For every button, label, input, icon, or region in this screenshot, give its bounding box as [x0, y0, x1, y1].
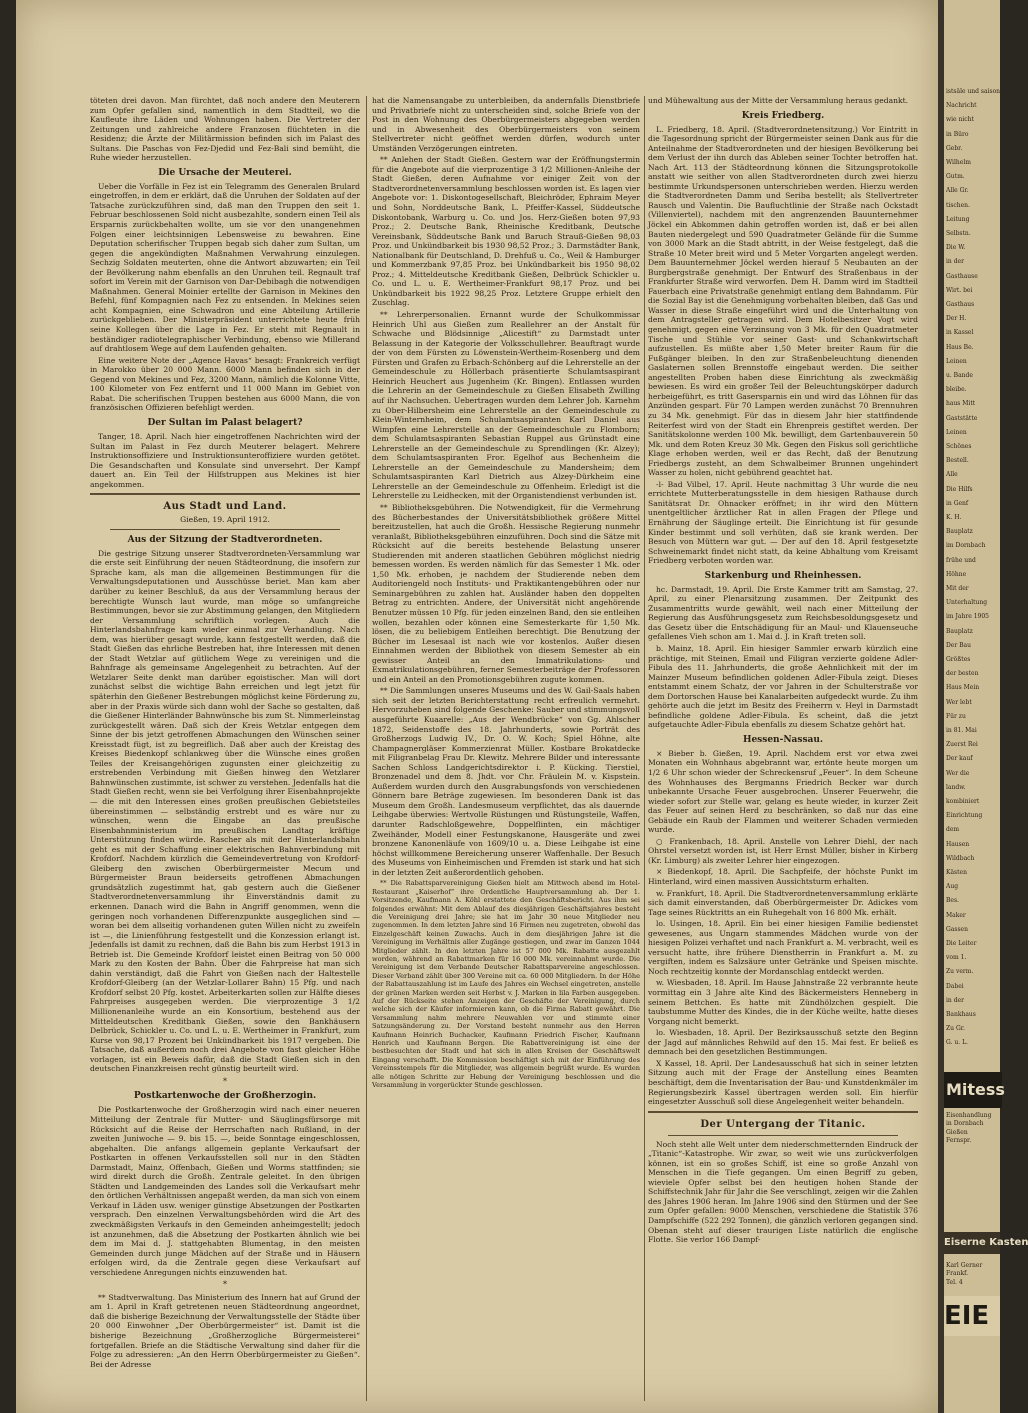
column-2 — [372, 96, 640, 1401]
adjacent-text-line: Die W. — [946, 244, 966, 252]
paragraph: w. Wiesbaden, 18. April. Im Hause Jahnstraße 22 verbrannte heute vormittag ein 3 Jahre alte Kind des Bäckermeisters Henneberg in seinem Bettchen. Es hatte mit Zündhölzchen gespielt. Die taubstumme Mutter des Kindes, die in der Küche weilte, hatte dieses Vorgang nicht bemerkt. — [648, 978, 918, 1026]
adjacent-page-strip — [944, 0, 1028, 1413]
adjacent-text-line: Alle Gr. — [946, 187, 969, 195]
adjacent-text-line: Bankhaus — [946, 1011, 976, 1018]
adjacent-text-line: Gassen — [946, 925, 968, 933]
adjacent-text-line: kombiniert — [946, 798, 980, 805]
paragraph: Tanger, 18. April. Nach hier eingetroffenen Nachrichten wird der Sultan im Palast in Fez durch Meuterer belagert. Mehrere Instruktionsoffiziere und Instruktionsunteroffiziere wurden getötet. Die Gesandschaften und Konsulate sind unversehrt. Der Kampf dauert an. Ein Teil der Hilfstruppen aus Mekines ist hier angekommen. — [90, 431, 360, 489]
ad-line: Fernspr. — [946, 1136, 972, 1144]
adjacent-text-line: Größtes — [946, 656, 971, 663]
section-heading-stadt-land: Aus Stadt und Land. — [163, 501, 287, 513]
adjacent-text-line: Mit der — [946, 585, 969, 592]
adjacent-text-line: Der H. — [946, 315, 967, 323]
paragraph: Die gestrige Sitzung unserer Stadtverordneten-Versammlung war die erste seit Einführung der neuen Städteordnung, die insofern zur Sprache kam, als man die allgemeinen Bestimmungen für die Verwaltungsdeputationen und Ausschüsse beriet. Man kam aber darüber zu keiner Beschluß, da aus der Versammlung heraus der berechtigte Wunsch laut wurde, man möge so umfangreiche Bestimmungen, bevor sie zur Abstimmung gelangen, den Mitgliedern der Versammlung schriftlich vorlegen. Auch die Hinterlandsbahnfrage kam wieder einmal zur Verhandlung. Nach dem, was hierüber gesagt wurde, kann festgestellt werden, daß die Stadt Gießen das ehrliche Bestreben hat, ihre Interessen mit denen der Stadt Wetzlar auf gütlichem Wege zu vereinigen und die Bahnfrage als gemeinsame Angelegenheit zu betrachten. Auf der Wetzlarer Seite denkt man darüber egoistischer. Man will dort zunächst selbst die wichtige Bahn erreichen und legt jetzt für späterhin den Gießener Bestrebungen möglichst keine Förderung zu, aber in der Praxis würde sich dann wohl der Sache so gestalten, daß die Gießener Hinterländer Bahnwünsche bis zum St. Nimmerleinstag zurückgestellt wären. Daß sich der Kreis Wetzlar entgegen dem Sinne der bis jetzt getroffenen Abmachungen den Wünschen seiner Kreisstadt fügt, ist zu begreiflich. Daß aber auch der Kreistag des Kreises Biedenkopf schlankweg über die Wünsche eines großen Teiles der Kreisangehörigen zugunsten einer gleichzeitig zu erstrebenden Verbindung mit Gießen hinweg den Wetzlarer Bahnwünschen zustimmte, ist schwer zu verstehen. Jedenfalls hat die Stadt Gießen recht, wenn sie bei Verfolgung ihrer Eisenbahnprojekte — die mit den Interessen eines großen preußischen Gebietsteiles übereinstimmen — selbständig erstrebt und es wäre nur zu wünschen, wenn die Eingabe an das preußische Eisenbahnministerium im preußischen Landtag kräftige Unterstützung finden würde. Rascher als mit der Hinterlandsbahn geht es mit der Schaffung einer elektrischen Bahnverbindung mit Krofdorf. Nachdem kürzlich die Gemeindevertretung von Krofdorf-Gleiberg den zwischen Oberbürgermeister Mecum und Bürgermeister Braun beiderseits getroffenen Abmachungen grundsätzlich zugestimmt hat, gab gestern auch die Gießener Stadtverordnetenversammlung ihr Einverständnis damit zu erkennen. Danach wird die Bahn in Angriff genommen, wenn die geringen noch vorhandenen Differenzpunkte ausgeglichen sind — woran bei dem allseitig vorhandenen guten Willen nicht zu zweifeln ist —, die Linienführung festgestellt und die Konzession erlangt ist. Jedenfalls ist damit zu rechnen, daß die Bahn bis zum Herbst 1913 in Betrieb ist. Die Gemeinde Krofdorf leistet einen Beitrag von 50 000 Mark zu den Kosten der Bahn. Über die Fahrpreise hat man sich dahin verständigt, daß die Fahrt von Gießen nach der Haltestelle Krofdorf-Gleiberg (an der Wetzlar-Lollarer Bahn) 15 Pfg. und nach Krofdorf selbst 20 Pfg. kostet. Arbeiterkarten sollen zur Hälfte dieses Fahrpreises ausgegeben werden. Die vierprozentige 3 1/2 Millionenanleihe wurde an ein Konsortium, bestehend aus der Mitteldeutschen Kreditbank Gießen, sowie den Bankhäusern Delbrück, Schickler u. Co. und L. u. E. Wertheimer in Frankfurt, zum Kurse von 98,17 Prozent bei Unkündbarkeit bis 1917 vergeben. Die Tatsache, daß außerdem noch drei Angebote von fast gleicher Höhe vorlagen, ist ein Beweis dafür, daß die Stadt Gießen sich in den deutschen Finanzkreisen recht günstig beurteilt wird. — [90, 548, 360, 1074]
adjacent-text-line: Leitung — [946, 215, 970, 223]
ad-lines-2 — [946, 1262, 998, 1287]
adjacent-text-line: Haus Mein — [946, 684, 980, 692]
adjacent-text-line: Der Bau — [946, 641, 971, 649]
adjacent-text-line: Bauplatz — [946, 528, 973, 536]
adjacent-text-line: Wer lebt — [946, 698, 972, 706]
adjacent-text-line: frühe und — [946, 556, 976, 564]
adjacent-text-line: Gutm. — [946, 173, 965, 181]
section-heading-titanic: Der Untergang der Titanic. — [700, 1118, 866, 1130]
paragraph: w. Frankfurt, 18. April. Die Stadtverordnetenversammlung erklärte sich damit einverstanden, daß Oberbürgermeister Dr. Adickes vom Tage seines Rücktritts an ein Ruhegehalt von 16 800 Mk. erhält. — [648, 888, 918, 917]
paragraph: und Mühewaltung aus der Mitte der Versammlung heraus gedankt. — [648, 96, 909, 105]
paragraph: X Kassel, 18. April. Der Landesausschuß hat sich in seiner letzten Sitzung auch mit der Frage der Anstellung eines Beamten beschäftigt, dem die Inventarisation der Bau- und Kunstdenkmäler im Regierungsbezirk Kassel übertragen werden soll. Ein hierfür eingesetzter Ausschuß soll diese Angelegenheit weiter behandeln. — [648, 1058, 918, 1107]
subheading-kreis-friedberg: Kreis Friedberg. — [741, 110, 825, 121]
adjacent-text-line: Gasthaus — [946, 301, 975, 308]
adjacent-text-line: in Büro — [946, 130, 969, 138]
adjacent-text-line: landw. — [946, 783, 966, 791]
ad-line: Eisenhandlung — [946, 1112, 992, 1119]
adjacent-text-line: dem — [946, 826, 960, 834]
paragraph: L. Friedberg, 18. April. (Stadtverordnetensitzung.) Vor Eintritt in die Tagesordnung spricht der Bürgermeister seinen Dank aus für die Anteilnahme der Stadtverordneten und der hiesigen Bevölkerung bei dem Verlust der ihn durch das Ableben seiner Tochter betroffen hat. Nach Art. 113 der Städteordnung können die Sitzungsprotokolle anstatt wie seither von allen Stadtverordneten durch zwei hierzu bestimmte Urkundspersonen unterschrieben werden. Hierzu werden die Stadtverordneten Damm und Seriba bestellt; als Stellvertreter Rausch und Valentin. Die Baufluchtlinie der Straße nach Ockstadt (Villenviertel), nachdem mit den angrenzenden Bauunternehmer Jöckel ein Abkommen dahin getroffen worden ist, daß er bei allen Bauten niedergelegt und 590 Quadratmeter Gelände für die Summe von 3000 Mark an die Stadt abtritt, in der Weise festgelegt, daß die Straße 10 Meter breit wird und 5 Meter Vorgarten angelegt werden. Dem Bauunternehmer Jöckel werden hierauf 5 Neubauten an der Burgbergstraße genehmigt. Der Entwurf des Straßenbaus in der Frankfurter Straße wird verworfen. Dem H. Damm wird im Stadtteil Fauerbach eine Privatstraße genehmigt entlang dem Bahndamm. Für die Sozial Bay ist die Genehmigung vorbehalten bleiben, daß Gas und Wasser in diese Straße eingeführt wird und die Unterhaltung von dem Antragsteller getragen wird. Dem Hotelbesitzer Vogt wird genehmigt, gegen eine Verzinsung von 3 Mk. für den Quadratmeter Tische und Stühle vor seiner Gast- und Schankwirtschaft aufzustellen. Es müßte aber 1,50 Meter breiter Raum für die Fußgänger bleiben. In den zur Straßenbeleuchtung dienenden Gaslaternen sollen Brennstoffe eingebaut werden. Die seither angestellten Proben haben diese Einrichtung als zweckmäßig bewiesen. Es wird ein großer Teil der Beleuchtungskörper dadurch herbeigeführt, es tritt Gasersparnis ein und wird das Löhnen für das Anzünden gespart. Für 70 Lampen werden zunächst 70 Brennuhren zu 34 Mk. genehmigt. Für das in diesem Jahr hier stattfindende Reiterfest wird von der Stadt ein Ehrenpreis gestiftet werden. Der Sanitätskolonne werden 100 Mk. bewilligt, dem Gartenbauverein 50 Mk. und dem Roten Kreuz 30 Mk. Gegen den Fiskus soll gerichtliche Klage erhoben werden, weil er das Recht, daß der Benutzung Friedbergs zusteht, an dem Schwalbeimer Brunnen ungehindert Wasser zu holen, nicht gebührend geachtet hat. — [648, 124, 918, 478]
paragraph: ** Die Rabattsparvereinigung Gießen hielt am Mittwoch abend im Hotel-Restaurant „Kaiserhof“ ihre Ordentliche Hauptversammlung ab. Der 1. Vorsitzende, Kaufmann A. Köhl erstattete den Geschäftsbericht. Aus ihm sei folgendes erwähnt: Mit dem Ablauf des diesjährigen Geschäftsjahres besteht die Vereinigung drei Jahre; sie hat im Jahr 30 neue Mitglieder neu zugenommen. In dem letzten Jahre sind 16 Firmen neu zugetreten, obwohl das Einzelgeschäft keinen Zuwachs. Auch in dem diesjährigen Jahre ist die Vereinigung im Verhältnis aller Zugänge gestiegen, und zwar im Ganzen 1044 Mitglieder zählt. In den letzten Jahre ist 57 000 Mk. Rabatte ausgezahlt worden, während an Rabattmarken für 16 000 Mk. vereinnahmt wurde. Die Vereinigung ist dem Verbande Deutscher Rabattsparvereine angeschlossen. Dieser Verband zählt über 300 Vereine mit ca. 60 000 Mitgliedern. In der Höhe der Rabattauszahlung ist im Laufe des Jahres ein Wechsel eingetreten, anstelle der grünen Marken werden seit Herbst v. J. Marken in lila Farben ausgegeben. Auf der Rückseite stehen Anzeigen der Geschäfte der Vereinigung, durch welche sich der Käufer informieren kann, ob die Firma Rabatt gewährt. Die Versammlung nahm mehrere Neuwahlen vor und stimmte einer Satzungsänderung zu. Der Vorstand besteht nunmehr aus den Herren Kaufmann Heinrich Buchacker, Kaufmann Friedrich Fischer, Kaufmann Henrich und Kaufmann Bergen. Die Rabattvereinigung ist eine der bestbesuchten der Stadt und hat sich in allen Kreisen der Geschäftswelt Eingang verschafft. Die Kommission beschäftigt sich mit der Einführung des Vereinsstempels für die Mitglieder, was allgemein begrüßt wurde. Es wurden alle nötigen Schritte zur Hebung der Vereinigung beschlossen und die Versammlung in vorgerückter Stunde geschlossen. — [372, 879, 640, 1090]
adjacent-text-line: G. u. L. — [946, 1039, 968, 1047]
ad-line: Karl Gerner — [946, 1262, 983, 1269]
ad-eie: EIE — [944, 1296, 1000, 1336]
adjacent-text-line: Gasthause — [946, 272, 978, 280]
subheading-sitzung: Aus der Sitzung der Stadtverordneten. — [127, 534, 323, 545]
adjacent-text-line: Gebr. — [946, 144, 963, 152]
adjacent-text-line: Wirt. bei — [946, 286, 973, 294]
paragraph: × Biedenkopf, 18. April. Die Sachpfeife, der höchste Punkt im Hinterland, wird einen massiven Aussichtsturm erhalten. — [648, 867, 918, 887]
adjacent-text-line: Zuerst Rei — [946, 741, 978, 749]
subheading-starkenburg: Starkenburg und Rheinhessen. — [704, 570, 862, 581]
adjacent-text-line: Kästen — [946, 869, 967, 876]
ad-kasten: Eiserne Kasten — [944, 1232, 1000, 1254]
subheading-hessen-nassau: Hessen-Nassau. — [742, 734, 824, 745]
adjacent-text-line: Gaststätte — [946, 414, 978, 422]
paragraph: Die Postkartenwoche der Großherzogin wird nach einer neueren Mitteilung der Zentrale für Mutter- und Säuglingsfürsorge mit Rücksicht auf die Reise der Herrschaften nach Rußland, in der zweiten Juniwoche — 9. bis 15. —, beide Sonntage eingeschlossen, abgehalten. Die anfangs allgemein geplante Verkaufsart der Postkarten in offenen Verkaufsstellen soll nur in den Städten Darmstadt, Mainz, Offenbach, Gießen und Worms stattfinden; sie wird direkt durch die Großh. Zentrale geleitet. In den übrigen Städten und Landgemeinden des Landes soll die Verkaufsart mehr den örtlichen Verhältnissen angepaßt werden, da man sich von einem Verkauf in Läden usw. weniger günstige Absetzungen der Postkarten versprach. Den einzelnen Verwaltungsbehörden wird die Art des zweckmäßigsten Verkaufs in den Gemeinden anheimgestellt; jedoch ist anzunehmen, daß die Absetzung der Postkarten ähnlich wie bei dem im Mai d. J. stattgehabten Blumentag, in den meisten Gemeinden durch junge Mädchen auf der Straße und in Häusern erfolgen wird, da die Zentrale gegen diese Verkaufsart auf verschiedene Anregungen nichts einzuwenden hat. — [90, 1105, 360, 1277]
adjacent-text-line: Leinen — [946, 357, 967, 365]
adjacent-text-line: im Jahre 1905 — [946, 613, 989, 621]
divider — [90, 493, 360, 495]
adjacent-text-line: Wer die — [946, 769, 970, 777]
adjacent-text-line: Aug — [946, 883, 959, 891]
adjacent-text-line: Maker — [946, 911, 966, 919]
separator-star: * — [223, 1280, 227, 1290]
adjacent-text-line: in der — [946, 258, 964, 266]
column-rule — [366, 96, 367, 1401]
paragraph: ** Bibliotheksgebühren. Die Notwendigkeit, für die Vermehrung des Bücherbestandes der Universitätsbibliothek größere Mittel bereitzustellen, hat auch die Großh. Hessische Regierung nunmehr veranlaßt, Bibliotheksgebühren einzuführen. Doch sind die Sätze mit Rücksicht auf die bereits bestehende Belastung unserer Studierenden mit anderen staatlichen Gebühren möglichst niedrig bemessen worden. Es werden nämlich für das Semester 1 Mk. oder 1,50 Mk. erhoben, je nachdem der Studierende neben dem Auditoriengeld noch Instituts- und Praktikantengebühren oder nur Seminargebühren zu zahlen hat. Ausländer haben den doppelten Betrag zu entrichten. Andere, der Universität nicht angehörende Benutzer müssen 10 Pfg. für jeden einzelnen Band, den sie entleihen wollen, bezahlen oder können eine Semesterkarte für 1,50 Mk. lösen, die zu beliebigem Entleihen berechtigt. Die Benutzung der Bücher im Lesesaal ist nach wie vor kostenlos. Außer diesen Einnahmen werden der Bibliothek von diesem Semester ab ein gewisser Anteil an den Immatrikulations- und Exmatrikulationsgebühren, ferner Semesterbeiträge der Professoren und ein Anteil an den Promotionsgebühren zugute kommen. — [372, 502, 640, 684]
subheading-postkarten: Postkartenwoche der Großherzogin. — [133, 1091, 317, 1102]
adjacent-text-line: der besten — [946, 670, 979, 678]
adjacent-text-line: K. H. — [946, 514, 962, 521]
column-3 — [648, 96, 918, 1401]
adjacent-text-line: Bauplatz — [946, 627, 973, 635]
adjacent-text-line: Die Leiter — [946, 940, 977, 947]
paragraph: -l- Bad Vilbel, 17. April. Heute nachmittag 3 Uhr wurde die neu errichtete Mutterberatungsstelle in dem hiesigen Rathause durch Sanitätsrat Dr. Ohnacker eröffnet; in ihr wird den Müttern unentgeltlicher ärztlicher Rat in allen Fragen der Pflege und Ernährung der Säuglinge erteilt. Die Einrichtung ist für gesunde Kinder bestimmt und soll verhüten, daß sie krank werden. Der Besuch von Müttern war gut. — Der auf den 18. April festgesetzte Schweinemarkt findet nicht statt, da keine Abhaltung vom Kreisamt Friedberg verboten worden war. — [648, 479, 918, 566]
paragraph: b. Mainz, 18. April. Ein hiesiger Sammler erwarb kürzlich eine prächtige, mit Steinen, Email und Filigran verzierte goldene Adler-Fibula des 11. Jahrhunderts, die große Aehnlichkeit mit der im Mainzer Museum befindlichen goldenen Adler-Fibula zeigt. Dieses entstammt einem Schatz, der vor Jahren in der Schulterstraße vor dem Dortorschen Hause bei Kanalarbeiten aufgedeckt wurde. Zu ihm gehörte auch die jetzt im Besitz des Freiherrn v. Heyl in Darmstadt befindliche goldene Adler-Fibula. Es scheint, daß die jetzt aufgetauchte Adler-Fibula ebenfalls zu diesem Schatze gehört hat. — [648, 643, 918, 730]
paragraph: ** Lehrerpersonalien. Ernannt wurde der Schulkommissar Heinrich Uhl aus Gießen zum Reallehrer an der Anstalt für Schwache und Blödsinnige „Alicestift“ zu Darmstadt unter Belassung in der Kategorie der Volksschullehrer. Beauftragt wurde der von dem Fürsten zu Löwenstein-Wertheim-Rosenberg und dem Fürsten und Grafen zu Erbach-Schönberg auf die Lehrerstelle an der Gemeindeschule zu Höllerbach präsentierte Schulamtsaspirant Heinrich Heuchert aus Jugenheim (Kr. Bingen). Entlassen wurden die Lehrerin an der Gemeindeschule zu Gießen Elisabeth Zwilling auf ihr Nachsuchen. Uebertragen wurden dem Lehrer Joh. Karnehm zu Ober-Hilbersheim eine Lehrerstelle an der Gemeindeschule zu Klein-Winternheim, dem Schulamtsaspiranten Karl Daniel aus Wimpfen eine Lehrerstelle an der Gemeindeschule zu Flomborn; dem Schulamtsaspiranten Sebastian Ruppel aus Grünstadt eine Lehrerstelle an der Gemeindeschule zu Sprendlingen (Kr. Alzey); dem Schulamtsaspiranten Fror. Egelhof aus Bechenheim die Lehrerstelle an der Gemeindeschule zu Mandersheim; dem Schulamtsaspiranten Karl Dietrich aus Alzey-Dürkheim eine Lehrerstelle an der Gemeindeschule zu Offenheim. Erledigt ist die Lehrerstelle zu Leidhecken, mit der Organistendienst verbunden ist. — [372, 310, 640, 501]
paragraph: Ueber die Vorfälle in Fez ist ein Telegramm des Generalen Brulard eingetroffen, in dem er erklärt, daß die Unruhen der Soldaten auf der Tatsache zurückzuführen sind, daß man den Truppen den seit 1. Februar beschlossenen Sold nicht ausbezahlte, sondern einen Teil als Ersparnis zurückbehalten wollte, um sie vor den unangenehmen Folgen einer leichtsinnigen Lebensweise zu bewahren. Eine Deputation scherifischer Truppen begab sich daher zum Sultan, um gegen die angekündigten Maßnahmen Verwahrung einzulegen. Sechzig Soldaten meuterten, ohne die Antwort abzuwarten; ein Teil der Bevölkerung nahm ebenfalls an den Unruhen teil. Regnault traf sofort im Verein mit der Garnison von Dar-Debibagh die notwendigen Maßnahmen. General Moinier ertellte der Garnison in Mekines den Befehl, fünf Kompagnien nach Fez zu entsenden. In Mekines seien acht Kompagnien, eine Schwadron und eine Abteilung Artillerie zurückgeblieben. Der Ministerpräsident unterrichtete heute früh seine Kollegen über die Lage in Fez. Er steht mit Regnault in beständiger radiotelegraphischer Verbindung, ebenso wie Millerand auf drahtlosem Wege auf dem Laufenden gehalten. — [90, 181, 360, 354]
col1-continuation — [90, 96, 360, 163]
paragraph: hat die Namensangabe zu unterbleiben, da andernfalls Dienstbriefe und Privatbriefe nicht zu unterscheiden sind, solche Briefe von der Post in den Wohnung des Oberbürgermeisters abgegeben werden und in Abwesenheit des Oberbürgermeisters von seinem Stellvertreter nicht geöffnet werden dürfen, wodurch unter Umständen Verzögerungen eintreten. — [372, 96, 640, 153]
adjacent-text-line: Alle — [946, 471, 958, 479]
subheading-ursache: Die Ursache der Meuterei. — [158, 167, 292, 178]
paragraph: töteten drei davon. Man fürchtet, daß noch andere den Meuterern zum Opfer gefallen sind, namentlich in dem Stadtteil, wo die Kaufleute ihre Läden und Wohnungen haben. Die Vertreter der Zeitungen und zahlreiche andere Franzosen flüchteten in die Residenz; die Ärzte der Militärmission befinden sich im Palast des Sultans. Die Paschas von Fez-Djedid und Fez-Bali sind bemüht, die Ruhe wieder herzustellen. — [90, 96, 360, 163]
paragraph: hc. Darmstadt, 19. April. Die Erste Kammer tritt am Samstag, 27. April, zu einer Plenarsitzung zusammen. Der Zeitpunkt des Zusammentritts wurde gewählt, weil nach einer Mitteilung der Regierung das Ausführungsgesetz zum Reichsbesoldungsgesetz und das Gesetz über die Entschädigung für an Maul- und Klauenseuche gefallenes Vieh schon am 1. Mai d. J. in Kraft treten soll. — [648, 584, 918, 642]
adjacent-text-line: Selbstn. — [946, 230, 971, 237]
ad-lines — [946, 1112, 998, 1145]
separator-star: * — [223, 1076, 227, 1086]
adjacent-text-line: in der — [946, 996, 964, 1004]
column-1 — [90, 96, 360, 1401]
adjacent-text-line: Zu Gr. — [946, 1025, 965, 1033]
adjacent-text-line: Hausen — [946, 840, 970, 848]
divider — [110, 529, 340, 530]
adjacent-text-line: Dabei — [946, 982, 964, 990]
adjacent-text-line: bleibe. — [946, 386, 967, 394]
adjacent-text-line: wie nicht — [946, 116, 974, 124]
ad-line: Tel. 4 — [946, 1278, 963, 1286]
ad-line: in Dornbach — [946, 1120, 984, 1128]
adjacent-text-line: in Genf — [946, 499, 969, 507]
adjacent-text-line: tischen. — [946, 201, 970, 209]
adjacent-text-line: Schönes — [946, 443, 972, 450]
adjacent-text-line: Höhne — [946, 570, 967, 578]
adjacent-text-line: Bestell. — [946, 457, 969, 465]
paragraph: ** Stadtverwaltung. Das Ministerium des Innern hat auf Grund der am 1. April in Kraft getretenen neuen Städteordnung angeordnet, daß die bisherige Bezeichnung der Verwaltungsstelle der Städte über 20 000 Einwohner „Der Oberbürgermeister“ ist. Damit ist die bisherige Bezeichnung „Großherzogliche Bürgermeisterei“ fortgefallen. Briefe an die Städtische Verwaltung sind daher für die Folge zu adressieren: „An den Herrn Oberbürgermeister zu Gießen“. Bei der Adresse — [90, 1292, 360, 1369]
adjacent-text-line: Nachricht — [946, 102, 977, 110]
subheading-sultan: Der Sultan im Palast belagert? — [147, 417, 303, 428]
ad-line: Frankf. — [946, 1270, 969, 1278]
adjacent-text-line: Wilhelm — [946, 159, 971, 166]
adjacent-text-line: haus Mitt — [946, 400, 976, 408]
paragraph: Eine weitere Note der „Agence Havas“ besagt: Frankreich verfügt in Marokko über 20 000 Mann. 6000 Mann befinden sich in der Gegend von Mekines und Fez, 3200 Mann, nämlich die Kolonne Vitte, 100 Kilometer von Fez entfernt und 11 000 Mann im Gebiet von Rabat. Die scherifischen Truppen bestehen aus 6000 Mann, die von französischen Offizieren befehligt werden. — [90, 355, 360, 413]
adjacent-text-line: Haus Be. — [946, 343, 974, 351]
paragraph: lo. Usingen, 18. April. Ein bei einer hiesigen Familie bedienstet gewesenes, aus Ungarn stammendes Mädchen wurde von der hiesigen Polizei verhaftet und nach Frankfurt a. M. verbracht, weil es versucht hatte, ihre frühere Dienstherrin in Frankfurt a. M. zu vergiften, indem es Salzsäure unter Getränke und Speisen mischte. Noch rechtzeitig konnte der Mordanschlag entdeckt werden. — [648, 919, 918, 976]
divider — [648, 1111, 918, 1113]
paragraph: ** Anlehen der Stadt Gießen. Gestern war der Eröffnungstermin für die Angebote auf die vierprozentige 3 1/2 Millionen-Anleihe der Stadt Gießen, deren Aufnahme vor einiger Zeit von der Stadtverordnetenversammlung beschlossen worden ist. Es lagen vier Angebote vor: 1. Diskontogesellschaft, Bleichröder, Ephraim Meyer und Sohn, Norddeutsche Bank, L. Pfeiffer-Kassel, Süddeutsche Diskontobank, Warburg u. Co. und Jos. Herz-Gießen boten 97,93 Proz.; 2. Deutsche Bank, Rheinische Kreditbank, Deutsche Vereinsbank, Süddeutsche Bank und Baruch Strauß-Gießen 98,03 Proz. und Unkündbarkeit bis 1930 98,52 Proz.; 3. Darmstädter Bank, Nationalbank für Deutschland, D. Drehfuß u. Co., Weil & Hamburger und Kommerzbank 97,85 Proz. bei Unkündbarkeit bis 1950 98,02 Proz.; 4. Mitteldeutsche Kreditbank Gießen, Delbrück Schickler u. Co. und L. u. E. Wertheimer-Frankfurt 98,17 Proz. und bei Unkündbarkeit bis 1922 98,25 Proz. Letztere Gruppe erhielt den Zuschlag. — [372, 155, 640, 308]
adjacent-text-line: Unterhaltung — [946, 599, 988, 607]
paragraph: lo. Wiesbaden, 18. April. Der Bezirksausschuß setzte den Beginn der Jagd auf männliches Rehwild auf den 15. Mai fest. Er beließ es demnach bei den gesetzlichen Bestimmungen. — [648, 1028, 918, 1057]
adjacent-text-line: Die Hilfs — [946, 485, 973, 493]
adjacent-text-line: Zu verm. — [946, 968, 974, 976]
adjacent-text-line: im Dornbach — [946, 542, 986, 550]
paragraph: Noch steht alle Welt unter dem niederschmetternden Eindruck der „Titanic“-Katastrophe. Wir zwar, so weit wie uns zurückverfolgen können, ist ein so großes Schiff, ist eine so große Anzahl von Menschen in die Tiefe gegangen. Um einen Begriff zu geben, wieviele Opfer selbst bei den heutigen hohen Stande der Schiffstechnik Jahr für Jahr die See verschlingt, zeigen wir die Zahlen des Jahres 1906 heran. Im Jahre 1906 sind den Stürmen und der See zum Opfer gefallen: 9000 Menschen, verschiedene die Statistik 376 Dampfschiffe (522 292 Tonnen), die gänzlich verloren gegangen sind. Obenan steht auf dieser traurigen Liste natürlich die englische Flotte. Sie verlor 166 Dampf- — [648, 1139, 918, 1245]
adjacent-text-line: u. Bande — [946, 372, 973, 379]
adjacent-text-line: Leinen — [946, 428, 967, 436]
paragraph: ** Die Sammlungen unseres Museums und des W. Gail-Saals haben sich seit der letzten Berichterstattung recht erfreulich vermehrt. Hervorzuheben sind folgende Geschenke: Sauber und stimmungsvoll ausgeführte Kuaarelle: „Aus der Wendbrücke“ von Gg. Ahlscher 1872, Seidenstoffe des 18. Jahrhunderts, sowie Porträt des Großherzogs Ludwig IV., Dr. O. W. Koch; Spiel Höhne, alte Champagnergläser Kommerzienrat Müller. Kostbare Brokatdecke mit Filigranbelag Frau Dr. Klewitz. Mehrere Bilder und interessante Sachen Schloss Landgerichtsdirektor i. P. Kücking. Tierstiel, Bronzenadel und dem 8. Jhdt. vor Chr. Fräulein M. v. Kispstein. Außerdem wurden durch den Ausgrabungsfonds von verschiedenen Gönnern bare Beträge zugewiesen. Im besonderen Dank ist das Museum dem Großh. Landesmuseum verpflichtet, das als dauernde Leihgabe überwies: Wertvolle Rüstungen und Rüstungsteile, Waffen, darunter Radschloßgewehre, Doppelflinten, ein mächtiger Zweihänder, Modell einer Festungskanone, Hausgeräte und zwei bronzene Kanonenläufe von 1609/10 u. a. Diese Leihgabe ist eine höchst willkommene Bereicherung unserer Waffenhalle. Der Besuch des Museums von Einheimischen und Fremden ist stark und hat sich in der letzten Zeit außerordentlich gehoben. — [372, 686, 640, 877]
adjacent-text-line: Wildbach — [946, 854, 975, 862]
divider — [668, 1135, 898, 1136]
column-rule — [644, 96, 645, 1401]
paragraph: × Bieber b. Gießen, 19. April. Nachdem erst vor etwa zwei Monaten ein Wohnhaus abgebrannt war, ertönte heute morgen um 1/2 6 Uhr schon wieder der Schreckensruf „Feuer“. In dem Scheune des Wohnhauses des Bergmanns Friedrich Becker war durch unbekannte Ursache Feuer ausgebrochen. Unserer Feuerwehr, die wieder sofort zur Stelle war, gelang es heute wieder, in kurzer Zeit das Feuer auf seinen Herd zu beschränken, so daß nur das eine Gebäude ein Raub der Flammen und weiterer Schaden vermieden wurde. — [648, 748, 918, 835]
adjacent-text-line: in Kassel — [946, 329, 974, 337]
dateline: Gießen, 19. April 1912. — [180, 515, 270, 525]
adjacent-text-line: istsäle und saison — [946, 88, 1001, 95]
ad-mitess: Mitess — [944, 1072, 1002, 1108]
adjacent-text-line: Für zu — [946, 712, 966, 720]
adjacent-text-line: Einrichtung — [946, 812, 983, 820]
adjacent-text-line: vom 1. — [946, 954, 967, 962]
paragraph: ○ Frankenbach, 18. April. Anstelle von Lehrer Diehl, der nach Ohrstel versetzt worden ist, ist Herr Ernst Müller, bisher in Kirberg (Kr. Limburg) als zweiter Lehrer hier eingezogen. — [648, 836, 918, 865]
adjacent-text-line: in 81. Mai — [946, 727, 977, 734]
ad-line: Gießen — [946, 1128, 968, 1136]
adjacent-text-line: Der kauf — [946, 755, 973, 763]
adjacent-text-line: Bes. — [946, 897, 959, 905]
